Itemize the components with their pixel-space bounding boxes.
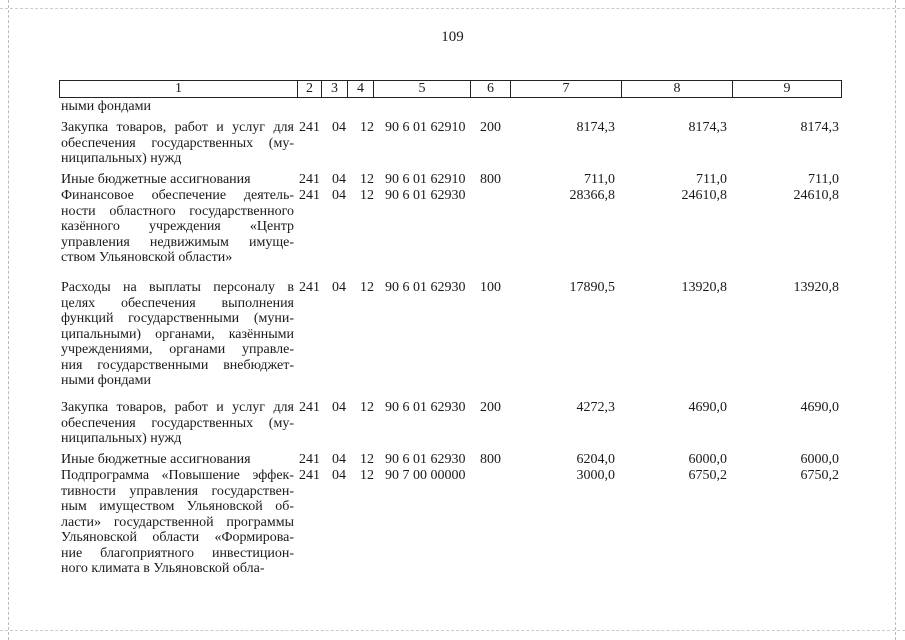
row-description [61, 452, 294, 468]
amount-year-1: 711,0 [584, 172, 615, 187]
amount-year-2: 6000,0 [688, 452, 727, 467]
section-code: 04 [332, 172, 346, 187]
amount-year-2: 6750,2 [688, 468, 727, 483]
department-code: 241 [299, 400, 320, 415]
expense-type-code: 100 [480, 280, 501, 295]
description-line: ниципальных) нужд [61, 431, 182, 446]
description-line: функций государственными (муни- [61, 311, 294, 326]
expense-type-code: 800 [480, 172, 501, 187]
amount-year-3: 13920,8 [793, 280, 839, 295]
description-line: обеспечения государственных (му- [61, 135, 294, 151]
amount-year-3: 6000,0 [800, 452, 839, 467]
description-line: Расходы на выплаты персоналу в [61, 280, 294, 295]
target-article-code: 90 6 01 62930 [385, 188, 466, 203]
description-line: ными фондами [61, 373, 152, 388]
department-code: 241 [299, 188, 320, 203]
expense-type-code: 800 [480, 452, 501, 467]
section-code: 04 [332, 120, 346, 135]
amount-year-3: 24610,8 [793, 188, 839, 203]
department-code: 241 [299, 280, 320, 295]
header-cell: 5 [374, 81, 471, 98]
target-article-code: 90 6 01 62910 [385, 120, 466, 135]
description-line: ным имуществом Ульяновской об- [61, 499, 294, 514]
amount-year-3: 6750,2 [800, 468, 839, 483]
description-line: целях обеспечения выполнения [61, 295, 294, 311]
department-code: 241 [299, 468, 320, 483]
subsection-code: 12 [360, 400, 374, 415]
amount-year-1: 6204,0 [576, 452, 615, 467]
description-line: ласти» государственной программы [61, 514, 294, 530]
description-line: Иные бюджетные ассигнования [61, 452, 251, 467]
section-code: 04 [332, 400, 346, 415]
header-cell: 7 [511, 81, 622, 98]
description-line: ности областного государственного [61, 203, 294, 219]
description-line: казённого учреждения «Центр [61, 219, 294, 234]
subsection-code: 12 [360, 188, 374, 203]
department-code: 241 [299, 452, 320, 467]
amount-year-2: 8174,3 [688, 120, 727, 135]
description-line: ством Ульяновской области» [61, 250, 233, 265]
amount-year-2: 24610,8 [681, 188, 727, 203]
section-code: 04 [332, 452, 346, 467]
department-code: 241 [299, 172, 320, 187]
row-description [61, 188, 294, 266]
expense-type-code: 200 [480, 400, 501, 415]
description-line: Ульяновской области «Формирова- [61, 530, 294, 545]
subsection-code: 12 [360, 120, 374, 135]
header-row [60, 81, 842, 98]
expense-type-code: 200 [480, 120, 501, 135]
row-description [61, 99, 294, 115]
header-cell: 1 [60, 81, 298, 98]
amount-year-1: 28366,8 [569, 188, 615, 203]
header-cell: 6 [471, 81, 511, 98]
amount-year-2: 4690,0 [688, 400, 727, 415]
amount-year-1: 17890,5 [569, 280, 615, 295]
description-line: Закупка товаров, работ и услуг для [61, 120, 294, 135]
subsection-code: 12 [360, 468, 374, 483]
row-description [61, 120, 294, 167]
description-line: тивности управления государствен- [61, 483, 294, 499]
header-cell: 4 [348, 81, 374, 98]
scan-edge-right [895, 0, 897, 640]
row-description [61, 468, 294, 577]
department-code: 241 [299, 120, 320, 135]
description-line: Подпрограмма «Повышение эффек- [61, 468, 294, 483]
column-header-table [59, 80, 842, 98]
scan-edge-top [0, 8, 905, 10]
amount-year-1: 3000,0 [576, 468, 615, 483]
description-line: управления недвижимым имуще- [61, 234, 294, 250]
description-line: Финансовое обеспечение деятель- [61, 188, 294, 203]
amount-year-3: 8174,3 [800, 120, 839, 135]
header-cell: 8 [622, 81, 733, 98]
header-cell: 2 [298, 81, 322, 98]
description-line: ниципальных) нужд [61, 151, 182, 166]
target-article-code: 90 6 01 62930 [385, 280, 466, 295]
amount-year-1: 4272,3 [576, 400, 615, 415]
section-code: 04 [332, 468, 346, 483]
description-line: Закупка товаров, работ и услуг для [61, 400, 294, 415]
section-code: 04 [332, 280, 346, 295]
row-description [61, 280, 294, 389]
row-description [61, 400, 294, 447]
description-line: ными фондами [61, 99, 152, 114]
row-description [61, 172, 294, 188]
description-line: ного климата в Ульяновской обла- [61, 561, 265, 576]
description-line: ние благоприятного инвестицион- [61, 545, 294, 561]
amount-year-3: 711,0 [808, 172, 839, 187]
amount-year-2: 13920,8 [681, 280, 727, 295]
subsection-code: 12 [360, 172, 374, 187]
description-line: обеспечения государственных (му- [61, 415, 294, 431]
subsection-code: 12 [360, 280, 374, 295]
header-cell: 3 [322, 81, 348, 98]
amount-year-1: 8174,3 [576, 120, 615, 135]
header-cell: 9 [733, 81, 842, 98]
amount-year-2: 711,0 [696, 172, 727, 187]
description-line: учреждениями, органами управле- [61, 342, 294, 357]
subsection-code: 12 [360, 452, 374, 467]
section-code: 04 [332, 188, 346, 203]
target-article-code: 90 6 01 62910 [385, 172, 466, 187]
scan-edge-left [8, 0, 10, 640]
target-article-code: 90 6 01 62930 [385, 400, 466, 415]
page-number: 109 [441, 29, 464, 45]
description-line: ципальными) органами, казёнными [61, 326, 294, 342]
target-article-code: 90 7 00 00000 [385, 468, 466, 483]
description-line: ния государственными внебюджет- [61, 357, 294, 373]
description-line: Иные бюджетные ассигнования [61, 172, 251, 187]
target-article-code: 90 6 01 62930 [385, 452, 466, 467]
amount-year-3: 4690,0 [800, 400, 839, 415]
scan-edge-bottom [0, 630, 905, 632]
